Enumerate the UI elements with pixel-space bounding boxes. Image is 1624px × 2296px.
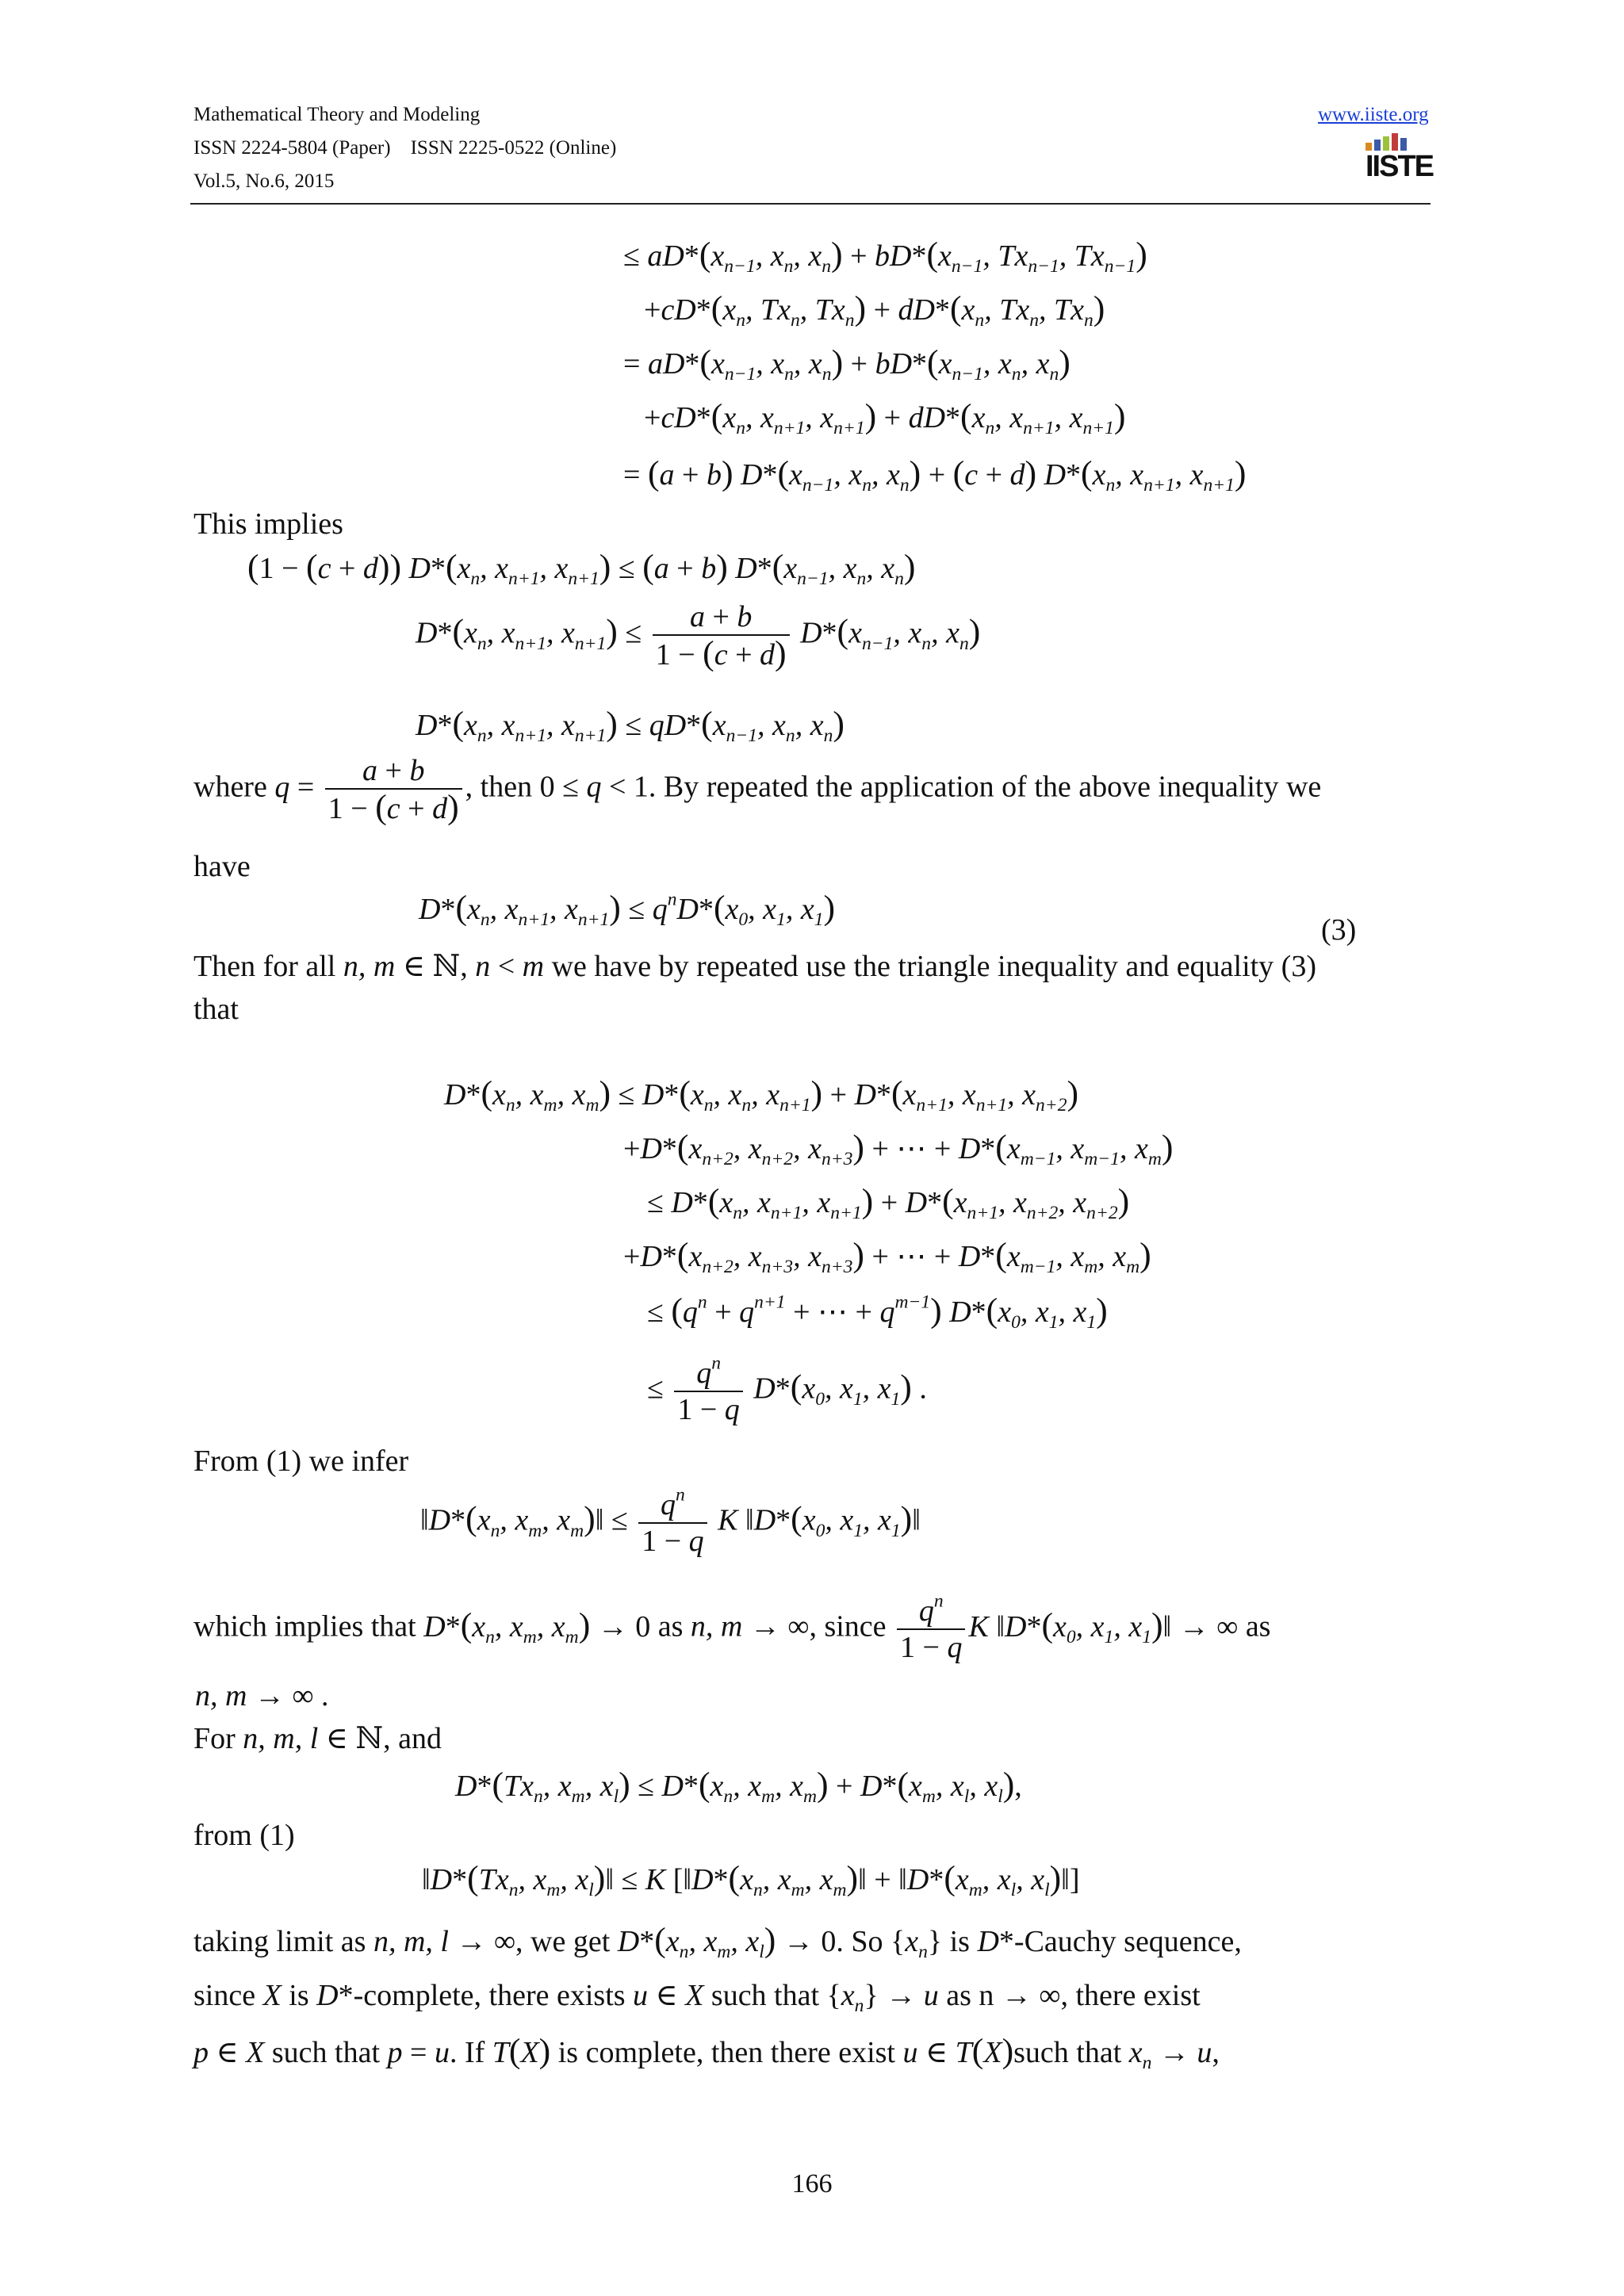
eq-triangle: $D*(Tx_n$, $x_m$, $x_l) \le D*(x_n$, $x_m$, $x_m) + D*(x_m$, $x_l$, $x_l$), <box>455 1766 1022 1808</box>
eq-norm-triangle: $‖D*(Tx_n$, $x_m$, $x_l)‖ \le K$ [$‖D*(x_n$, $x_m$, $x_m)‖$ + $‖D*(x_m$, $x_l$, $x_l)‖$] <box>422 1859 1080 1901</box>
eq-chain-line-2: $+cD*(x_n$, $Tx_n$, $Tx_n) + dD*(x_n$, $Tx_n$, $Tx_n$) <box>644 289 1105 331</box>
eq-3: $D*(x_n$, $x_{n+1}$, $x_{n+1}) \le q^nD*(x_0$, $x_1$, $x_1$) <box>419 889 836 931</box>
taking-limit-line: taking limit as n, m, l → ∞, we get $D*(x_n$, $x_m$, $x_l) \to 0$. So $\{x_n\}$ is D*-Cauchy sequence, <box>193 1921 1242 1963</box>
text-if: . If <box>449 2036 485 2069</box>
fraction-q-def: $\frac{a + b}{1 - (c + d)}$ <box>325 753 462 826</box>
text-where: where <box>193 770 267 804</box>
text-complete-exists: -complete, there exists <box>353 1979 626 2012</box>
logo-bars <box>1365 133 1419 151</box>
iiste-logo <box>1365 133 1434 190</box>
which-implies-line: which implies that $D*(x_n$, $x_m$, $x_m) \to 0$ as n, m → ∞, since $\frac{q^n}{1 - q}$ K $‖D*(x_0$, $x_1$, $x_1)‖$ → ∞ as <box>193 1590 1271 1664</box>
text-from1: from (1) <box>193 1819 295 1852</box>
text-from1-infer: From (1) we infer <box>193 1445 409 1478</box>
fraction-qn-over-1-q: $\frac{q^n}{1 - q}$ <box>674 1356 742 1427</box>
eq-chain-line-3: = $aD*(x_{n-1}$, $x_n$, $x_n) + bD*(x_{n-1}$, $x_n$, $x_n$) <box>623 343 1071 385</box>
text-such-that-2: such that <box>271 2036 380 2069</box>
text-as-3: as <box>946 1979 971 2012</box>
eq-3-label: (3) <box>1321 913 1357 947</box>
text-repeated: . By repeated the application of the above inequality we <box>648 770 1322 804</box>
eq-cauchy-5: ≤ ($q^n + q^{n+1}$ + ⋯ + $q^{m-1}$) $D*(x_0$, $x_1$, $x_1$) <box>647 1292 1108 1334</box>
text-then: , then <box>465 770 533 804</box>
eq-implies-2: $D*(x_n$, $x_{n+1}$, $x_{n+1}$) ≤ $\frac{a + b}{1 - (c + d)}$ $D*(x_{n-1}$, $x_n$, $x_n$) <box>416 600 981 672</box>
eq-norm-bound: $‖D*(x_n$, $x_m$, $x_m)‖$ ≤ $\frac{q^n}{1 - q}$ K $‖D*(x_0$, $x_1$, $x_1)‖$ <box>420 1484 921 1558</box>
fraction-ab-over-1-cd: $\frac{a + b}{1 - (c + d)}$ <box>653 599 790 672</box>
eq-chain-line-4: $+cD*(x_n$, $x_{n+1}$, $x_{n+1}) + dD*(x_n$, $x_{n+1}$, $x_{n+1}$) <box>644 397 1126 439</box>
header-rule <box>190 203 1431 205</box>
eq-cauchy-6: ≤ $\frac{q^n}{1 - q}$ $D*(x_0$, $x_1$, $x_1$) . <box>647 1353 927 1426</box>
eq-implies-3: $D*(x_n$, $x_{n+1}$, $x_{n+1}) \le qD*(x_{n-1}$, $x_n$, $x_n$) <box>416 705 845 747</box>
text-then-for-all: Then for all <box>193 950 336 983</box>
eq-cauchy-4: $+D*(x_{n+2}$, $x_{n+3}$, $x_{n+3}$) + ⋯ + $D*(x_{m-1}$, $x_m$, $x_m$) <box>623 1236 1151 1278</box>
website-link[interactable]: www.iiste.org <box>1318 104 1429 125</box>
text-is-complete: is complete, then there exist <box>557 2036 895 2069</box>
text-we-have-by: we have by repeated use the triangle inequality and equality (3) <box>551 950 1316 983</box>
text-is: is <box>949 1925 970 1958</box>
fraction-qn-over-1-q-2: $\frac{q^n}{1 - q}$ <box>638 1487 707 1559</box>
text-such-that-3: such that <box>1013 2036 1122 2069</box>
eq-cauchy-2: $+D*(x_{n+2}$, $x_{n+2}$, $x_{n+3}$) + ⋯ + $D*(x_{m-1}$, $x_{m-1}$, $x_m$) <box>623 1128 1174 1170</box>
text-such-that: such that <box>710 1979 820 2012</box>
text-and: , and <box>383 1722 442 1755</box>
issn-line: ISSN 2224-5804 (Paper) ISSN 2225-0522 (Online) <box>193 137 617 159</box>
logo-text: IISTE <box>1365 150 1434 183</box>
fraction-qn-over-1-q-3: $\frac{q^n}{1 - q}$ <box>897 1594 965 1665</box>
for-line: For n, m, l ∈ ℕ, and <box>193 1722 442 1755</box>
text-cauchy: -Cauchy sequence, <box>1013 1925 1242 1958</box>
since-complete-line: since X is D*-complete, there exists u ∈ X such that $\{x_n\} \to u$ as n → ∞, there exist <box>193 1979 1201 2017</box>
text-so: . So <box>836 1925 883 1958</box>
text-this-implies: This implies <box>193 507 343 541</box>
journal-title: Mathematical Theory and Modeling <box>193 104 481 125</box>
p-equals-u-line: p ∈ X such that p = u. If T(X) is complete, then there exist u ∈ T(X)such that $x_n \to u$, <box>193 2032 1220 2074</box>
page-number: 166 <box>791 2169 833 2198</box>
where-line: where q = $\frac{a + b}{1 - (c + d)}$ , then 0 ≤ q < 1. By repeated the application of the above inequality we <box>193 754 1322 826</box>
then-for-all-line: Then for all n, m ∈ ℕ, n < m we have by repeated use the triangle inequality and equality (3) <box>193 950 1316 983</box>
text-that: that <box>193 993 239 1026</box>
text-is-2: is <box>289 1979 309 2012</box>
text-as-2: as <box>1245 1609 1271 1644</box>
text-we-get: , we get <box>515 1925 611 1958</box>
text-since: since <box>824 1609 887 1644</box>
eq-cauchy-1: $D*(x_n$, $x_m$, $x_m) \le D*(x_n$, $x_n$, $x_{n+1}) + D*(x_{n+1}$, $x_{n+1}$, $x_{n+2}$) <box>444 1074 1079 1116</box>
eq-chain-line-1: ≤ $aD*(x_{n-1}$, $x_n$, $x_n) + bD*(x_{n-1}$, $Tx_{n-1}$, $Tx_{n-1}$) <box>623 235 1147 277</box>
text-have: have <box>193 850 251 883</box>
volume-line: Vol.5, No.6, 2015 <box>193 170 335 192</box>
text-which-implies: which implies that <box>193 1609 416 1644</box>
text-as: as <box>657 1609 684 1644</box>
eq-cauchy-3: ≤ $D*(x_n$, $x_{n+1}$, $x_{n+1}) + D*(x_{n+1}$, $x_{n+2}$, $x_{n+2}$) <box>647 1182 1130 1224</box>
text-taking-limit: taking limit as <box>193 1925 366 1958</box>
text-for: For <box>193 1722 236 1755</box>
eq-implies-1: (1 − (c + d)) $D*(x_n$, $x_{n+1}$, $x_{n+1}) \le (a + b)$ $D*(x_{n-1}$, $x_n$, $x_n$) <box>247 548 916 590</box>
eq-chain-line-5: = (a + b) $D*(x_{n-1}$, $x_n$, $x_n) + (c + d)$ $D*(x_n$, $x_{n+1}$, $x_{n+1}$) <box>623 454 1247 496</box>
eq-nm-infty: n, m → ∞ . <box>195 1679 329 1712</box>
text-there-exist: , there exist <box>1060 1979 1201 2012</box>
text-since-2: since <box>193 1979 256 2012</box>
